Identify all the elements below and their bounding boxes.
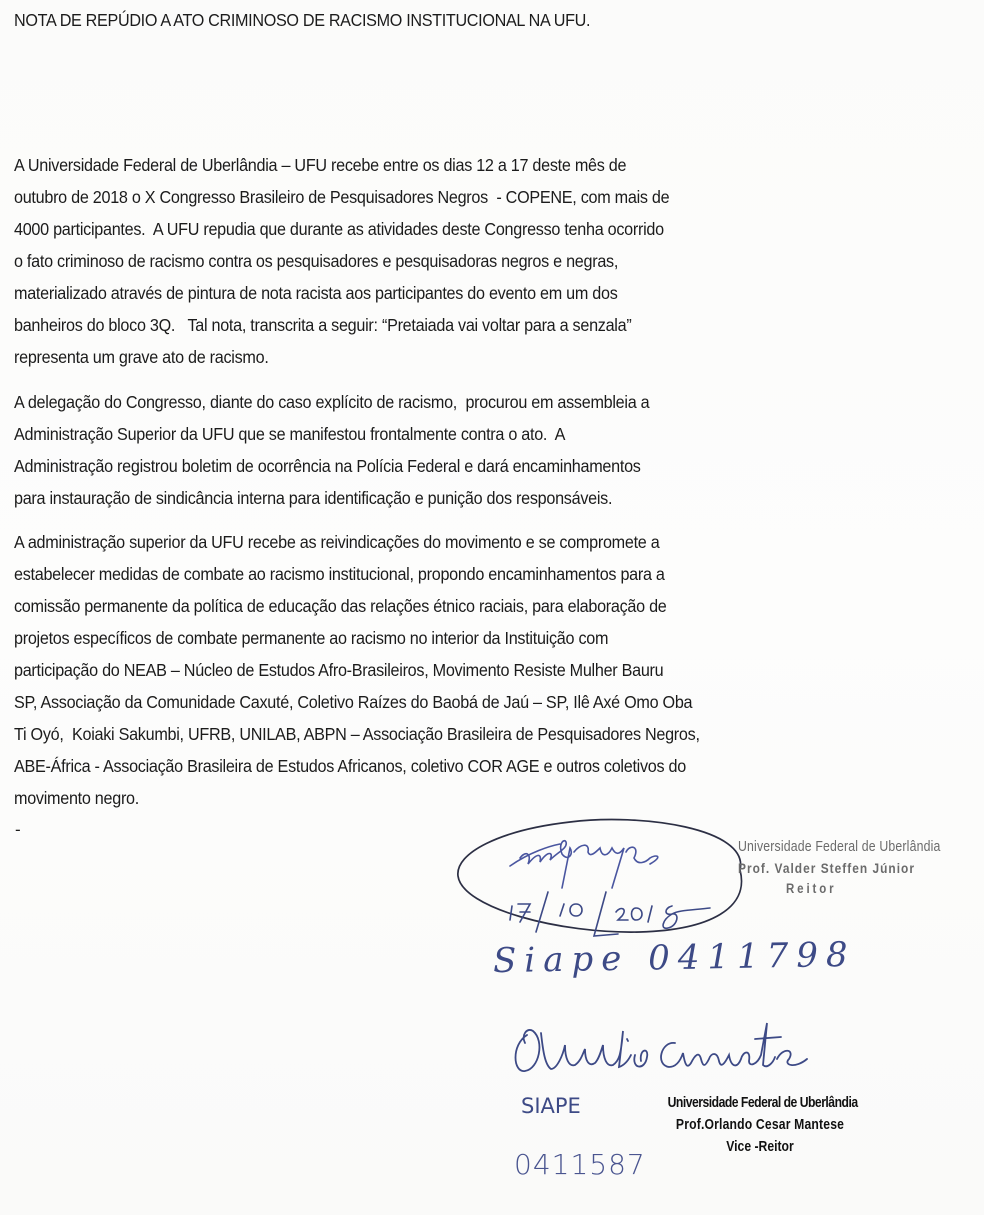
vice-rector-stamp-role: Vice -Reitor <box>726 1139 794 1155</box>
paragraph-line: movimento negro. <box>14 788 139 808</box>
rector-stamp <box>738 838 984 896</box>
vice-rector-stamp-name: Prof.Orlando Cesar Mantese <box>675 1117 845 1133</box>
vice-rector-stamp <box>650 1092 870 1158</box>
paragraph-line: comissão permanente da política de educação das relações étnico raciais, para elaboração de <box>14 596 667 616</box>
paragraph-line: estabelecer medidas de combate ao racismo institucional, propondo encaminhamentos para a <box>14 564 665 584</box>
paragraph-line: A administração superior da UFU recebe as reivindicações do movimento e se compromete a <box>14 532 660 552</box>
rector-stamp-institution: Universidade Federal de Uberlândia <box>738 838 941 855</box>
paragraph-line: banheiros do bloco 3Q. Tal nota, transcrita a seguir: “Pretaiada vai voltar para a senzala” <box>14 315 632 335</box>
paragraph-line: ABE-África - Associação Brasileira de Estudos Africanos, coletivo COR AGE e outros coletivos do <box>14 756 686 776</box>
paragraph-line: representa um grave ato de racismo. <box>14 347 269 367</box>
vice-rector-signature-icon <box>505 1015 835 1085</box>
paragraph-line: Administração Superior da UFU que se manifestou frontalmente contra o ato. A <box>14 424 566 444</box>
paragraph-line: A Universidade Federal de Uberlândia – UFU recebe entre os dias 12 a 17 deste mês de <box>14 155 627 175</box>
paragraph-line: projetos específicos de combate permanente ao racismo no interior da Instituição com <box>14 628 609 648</box>
rector-signature-icon <box>450 808 770 948</box>
vice-rector-handwritten-siape-number: 0411587 <box>514 1148 646 1181</box>
paragraph-line: participação do NEAB – Núcleo de Estudos Afro-Brasileiros, Movimento Resiste Mulher Bauru <box>14 660 664 680</box>
paragraph-congress-incident <box>14 149 719 373</box>
trailing-dash-mark: - <box>15 820 21 839</box>
paragraph-line: A delegação do Congresso, diante do caso explícito de racismo, procurou em assembleia a <box>14 392 650 412</box>
vice-rector-handwritten-siape-label: SIAPE <box>521 1094 581 1118</box>
paragraph-line: materializado através de pintura de nota racista aos participantes do evento em um dos <box>14 283 618 303</box>
vice-rector-stamp-institution: Universidade Federal de Uberlândia <box>667 1095 858 1111</box>
paragraph-line: Ti Oyó, Koiaki Sakumbi, UFRB, UNILAB, ABPN – Associação Brasileira de Pesquisadores Negros, <box>14 724 700 744</box>
rector-stamp-role: Reitor <box>786 881 837 896</box>
document-title: NOTA DE REPÚDIO A ATO CRIMINOSO DE RACISMO INSTITUCIONAL NA UFU. <box>14 10 591 30</box>
rector-handwritten-siape: Siape 0411798 <box>492 934 856 982</box>
rector-stamp-name: Prof. Valder Steffen Júnior <box>738 860 915 876</box>
paragraph-line: SP, Associação da Comunidade Caxuté, Coletivo Raízes do Baobá de Jaú – SP, Ilê Axé Omo Oba <box>14 692 693 712</box>
paragraph-administration-commitments <box>14 526 751 814</box>
paragraph-delegation-response <box>14 386 697 514</box>
paragraph-line: Administração registrou boletim de ocorrência na Polícia Federal e dará encaminhamentos <box>14 456 641 476</box>
paragraph-line: o fato criminoso de racismo contra os pesquisadores e pesquisadoras negros e negras, <box>14 251 619 271</box>
paragraph-line: para instauração de sindicância interna para identificação e punição dos responsáveis. <box>14 488 613 508</box>
paragraph-line: outubro de 2018 o X Congresso Brasileiro de Pesquisadores Negros - COPENE, com mais de <box>14 187 670 207</box>
paragraph-line: 4000 participantes. A UFU repudia que durante as atividades deste Congresso tenha ocorrido <box>14 219 664 239</box>
